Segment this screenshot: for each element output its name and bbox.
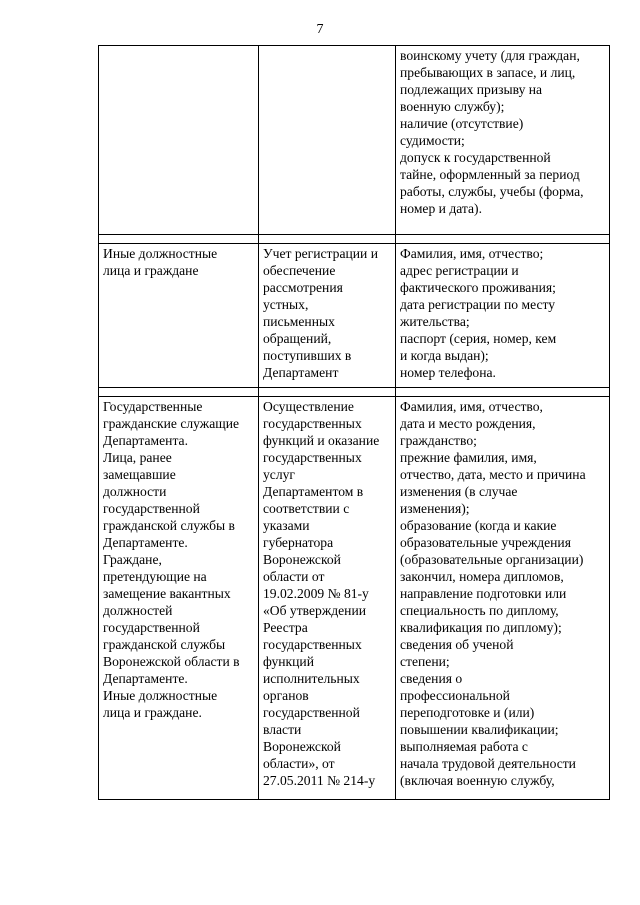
table-cell-category xyxy=(99,397,259,800)
table-row xyxy=(99,397,610,800)
table-cell-category xyxy=(99,244,259,388)
table-cell-data-list xyxy=(396,397,610,800)
table-cell-purpose xyxy=(259,46,396,235)
table-cell-data-list xyxy=(396,46,610,235)
table-spacer-row xyxy=(99,388,610,397)
table-row xyxy=(99,244,610,388)
cell-text: воинскому учету (для граждан, пребывающих в запасе, и лиц, подлежащих призыву на военную службу); наличие (отсутствие) судимости; допуск к государственной тайне, оформленный за период работы, службы, учебы (форма, номер и дата). xyxy=(400,48,584,216)
cell-text: Фамилия, имя, отчество, дата и место рождения, гражданство; прежние фамилия, имя, отчество, дата, место и причина изменения (в случае изменения); образование (когда и какие образовательные учреждения (образовательные организации) закончил, номера дипломов, направление подготовки или специальность по диплому, квалификация по диплому); сведения об ученой степени; сведения о профессиональной переподготовке и (или) повышении квалификации; выполняемая работа с начала трудовой деятельности (включая военную службу, xyxy=(400,399,586,788)
table-cell-purpose xyxy=(259,244,396,388)
cell-text: Осуществление государственных функций и оказание государственных услуг Департаментом в соответствии с указами губернатора Воронежской области от 19.02.2009 № 81-у «Об утверждении Реестра государственных функций исполнительных органов государственной власти Воронежской области», от 27.05.2011 № 214-у xyxy=(263,399,380,788)
cell-text: Учет регистрации и обеспечение рассмотрения устных, письменных обращений, поступивших в Департамент xyxy=(263,246,378,380)
table-row xyxy=(99,46,610,235)
cell-text: Иные должностные лица и граждане xyxy=(103,246,218,278)
table-spacer-row xyxy=(99,235,610,244)
cell-text: Фамилия, имя, отчество; адрес регистрации и фактического проживания; дата регистрации по месту жительства; паспорт (серия, номер, кем и когда выдан); номер телефона. xyxy=(400,246,557,380)
table-cell-data-list xyxy=(396,244,610,388)
table-cell-purpose xyxy=(259,397,396,800)
table-cell-category xyxy=(99,46,259,235)
cell-text: Государственные гражданские служащие Департамента. Лица, ранее замещавшие должности государственной гражданской службы в Департаменте. Граждане, претендующие на замещение вакантных должностей государственной гражданской службы Воронежской области в Департаменте. Иные должностные лица и граждане. xyxy=(103,399,240,720)
data-table xyxy=(98,45,610,800)
page-number: 7 xyxy=(316,22,324,37)
